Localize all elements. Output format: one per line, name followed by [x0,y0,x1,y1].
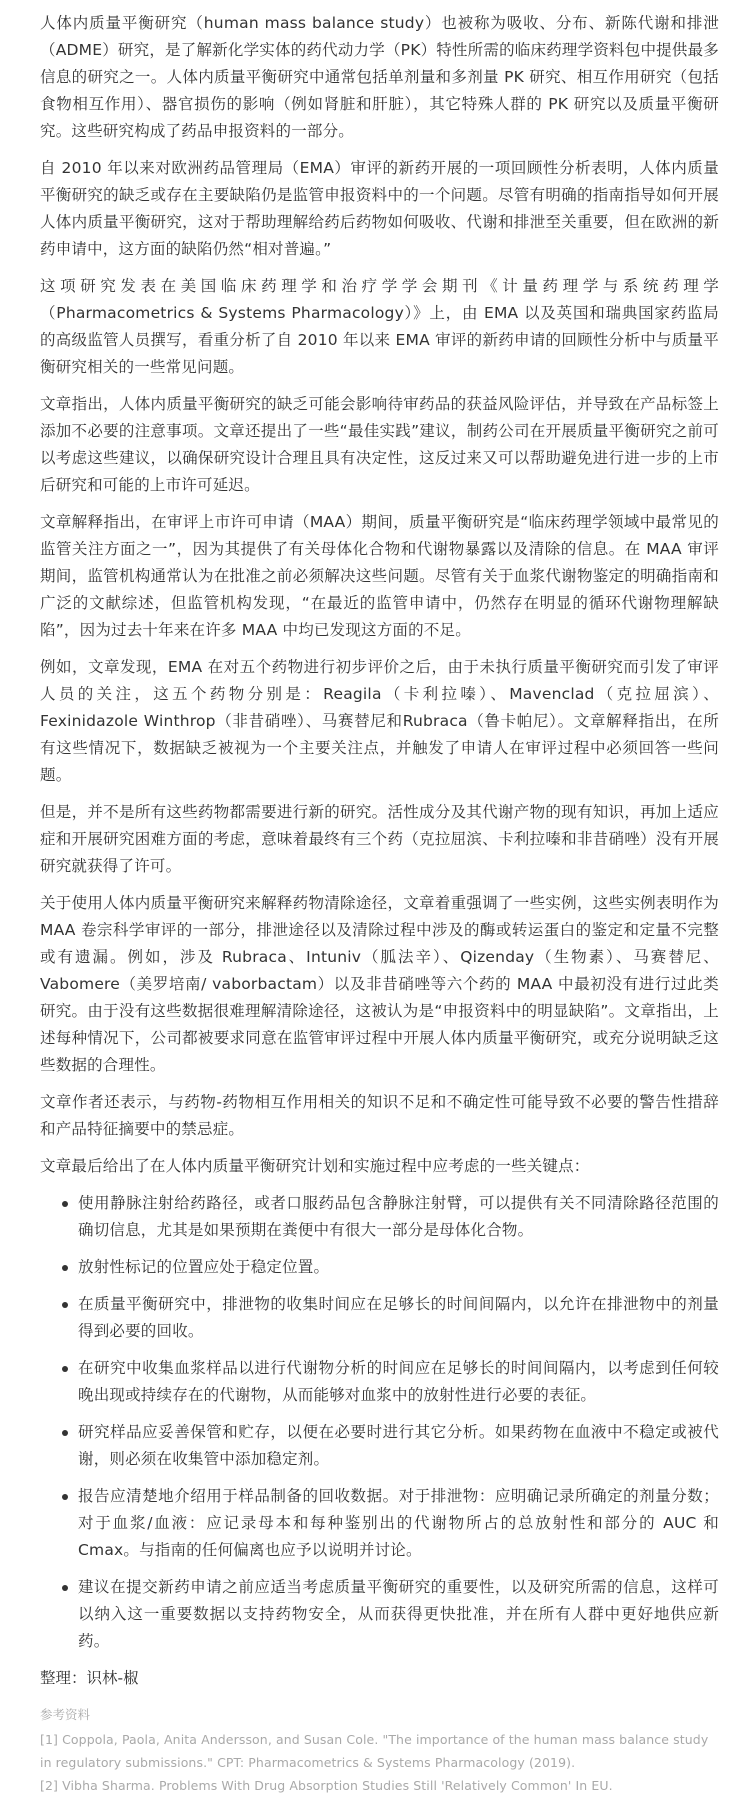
publication-paragraph: 这项研究发表在美国临床药理学和治疗学学会期刊《计量药理学与系统药理学（Pharmacometrics & Systems Pharmacology）》上，由 EMA 以及英国和瑞典国家药监局的高级监管人员撰写，看重分析了自 2010 年以来 EMA 审评的新药申请的回顾性分析中与质量平衡研究相关的一些常见问题。 [40,277,719,376]
bullet-icon [62,1201,68,1207]
key-point-text: 建议在提交新药申请之前应适当考虑质量平衡研究的重要性，以及研究所需的信息，这样可以纳入这一重要数据以支持药物安全，从而获得更快批准，并在所有人群中更好地供应新药。 [78,1578,719,1650]
references-list [40,1728,719,1797]
key-point-text: 在研究中收集血浆样品以进行代谢物分析的时间应在足够长的时间间隔内，以考虑到任何较晚出现或持续存在的代谢物，从而能够对血浆中的放射性进行必要的表征。 [78,1359,719,1404]
bullet-icon [62,1430,68,1436]
five-drugs-paragraph: 例如，文章发现，EMA 在对五个药物进行初步评价之后，由于未执行质量平衡研究而引发了审评人员的关注，这五个药物分别是：Reagila（卡利拉嗪）、Mavenclad（克拉屈滨）、Fexinidazole Winthrop（非昔硝唑）、马赛替尼和Rubraca（鲁卡帕尼）。文章解释指出，在所有这些情况下，数据缺乏被视为一个主要关注点，并触发了申请人在审评过程中必须回答一些问题。 [40,658,719,784]
bullet-icon [62,1265,68,1271]
key-point-text: 放射性标记的位置应处于稳定位置。 [78,1258,330,1276]
key-point-item [64,1483,719,1564]
ddi-paragraph: 文章作者还表示，与药物-药物相互作用相关的知识不足和不确定性可能导致不必要的警告性措辞和产品特征摘要中的禁忌症。 [40,1093,719,1138]
approved-without-study-paragraph: 但是，并不是所有这些药物都需要进行新的研究。活性成分及其代谢产物的现有知识，再加上适应症和开展研究困难方面的考虑，意味着最终有三个药（克拉屈滨、卡利拉嗪和非昔硝唑）没有开展研究就获得了许可。 [40,803,719,875]
key-point-item [64,1419,719,1473]
bullet-icon [62,1494,68,1500]
key-point-text: 报告应清楚地介绍用于样品制备的回收数据。对于排泄物：应明确记录所确定的剂量分数；对于血浆/血液：应记录母本和每种鉴别出的代谢物所占的总放射性和部分的 AUC 和 Cmax。与指南的任何偏离也应予以说明并讨论。 [78,1487,719,1559]
reference-item: [1] Coppola, Paola, Anita Andersson, and Susan Cole. "The importance of the human mass balance study in regulatory submissions." CPT: Pharmacometrics & Systems Pharmacology (2019). [40,1732,709,1770]
key-point-text: 在质量平衡研究中，排泄物的收集时间应在足够长的时间间隔内，以允许在排泄物中的剂量得到必要的回收。 [78,1295,719,1340]
bullet-icon [62,1302,68,1308]
key-point-text: 使用静脉注射给药路径，或者口服药品包含静脉注射臂，可以提供有关不同清除路径范围的确切信息，尤其是如果预期在粪便中有很大一部分是母体化合物。 [78,1194,719,1239]
ema-analysis-paragraph: 自 2010 年以来对欧洲药品管理局（EMA）审评的新药开展的一项回顾性分析表明，人体内质量平衡研究的缺乏或存在主要缺陷仍是监管申报资料中的一个问题。尽管有明确的指南指导如何开展人体内质量平衡研究，这对于帮助理解给药后药物如何吸收、代谢和排泄至关重要，但在欧洲的新药申请中，这方面的缺陷仍然“相对普遍。” [40,159,719,258]
key-points-list [40,1190,719,1655]
key-point-item [64,1574,719,1655]
key-points-intro: 文章最后给出了在人体内质量平衡研究计划和实施过程中应考虑的一些关键点： [40,1157,590,1175]
best-practice-paragraph: 文章指出，人体内质量平衡研究的缺乏可能会影响待审药品的获益风险评估，并导致在产品标签上添加不必要的注意事项。文章还提出了一些“最佳实践”建议，制药公司在开展质量平衡研究之前可以考虑这些建议，以确保研究设计合理且具有决定性，这反过来又可以帮助避免进行进一步的上市后研究和可能的上市许可延迟。 [40,395,719,494]
key-point-text: 研究样品应妥善保管和贮存，以便在必要时进行其它分析。如果药物在血液中不稳定或被代谢，则必须在收集管中添加稳定剂。 [78,1423,719,1468]
reference-item: [2] Vibha Sharma. Problems With Drug Absorption Studies Still 'Relatively Common' In EU. [40,1778,613,1793]
intro-paragraph: 人体内质量平衡研究（human mass balance study）也被称为吸收、分布、新陈代谢和排泄（ADME）研究，是了解新化学实体的药代动力学（PK）特性所需的临床药理学资料包中提供最多信息的研究之一。人体内质量平衡研究中通常包括单剂量和多剂量 PK 研究、相互作用研究（包括食物相互作用）、器官损伤的影响（例如肾脏和肝脏），其它特殊人群的 PK 研究以及质量平衡研究。这些研究构成了药品申报资料的一部分。 [40,14,719,140]
key-point-item [64,1291,719,1345]
bullet-icon [62,1585,68,1591]
bullet-icon [62,1366,68,1372]
editor-credit: 整理：识林-椒 [40,1669,139,1687]
key-point-item [64,1254,719,1281]
key-point-item [64,1190,719,1244]
clearance-pathway-paragraph: 关于使用人体内质量平衡研究来解释药物清除途径，文章着重强调了一些实例，这些实例表明作为 MAA 卷宗科学审评的一部分，排泄途径以及清除过程中涉及的酶或转运蛋白的鉴定和定量不完整或有遗漏。例如，涉及 Rubraca、Intuniv（胍法辛）、Qizenday（生物素）、马赛替尼、Vabomere（美罗培南/ vaborbactam）以及非昔硝唑等六个药的 MAA 中最初没有进行过此类研究。由于没有这些数据很难理解清除途径，这被认为是“申报资料中的明显缺陷”。文章指出，上述每种情况下，公司都被要求同意在监管审评过程中开展人体内质量平衡研究，或充分说明缺乏这些数据的合理性。 [40,894,719,1074]
maa-review-paragraph: 文章解释指出，在审评上市许可申请（MAA）期间，质量平衡研究是“临床药理学领域中最常见的监管关注方面之一”，因为其提供了有关母体化合物和代谢物暴露以及清除的信息。在 MAA 审评期间，监管机构通常认为在批准之前必须解决这些问题。尽管有关于血浆代谢物鉴定的明确指南和广泛的文献综述，但监管机构发现，“在最近的监管申请中，仍然存在明显的循环代谢物理解缺陷”，因为过去十年来在许多 MAA 中均已发现这方面的不足。 [40,513,719,639]
references-heading: 参考资料 [40,1707,91,1722]
key-point-item [64,1355,719,1409]
